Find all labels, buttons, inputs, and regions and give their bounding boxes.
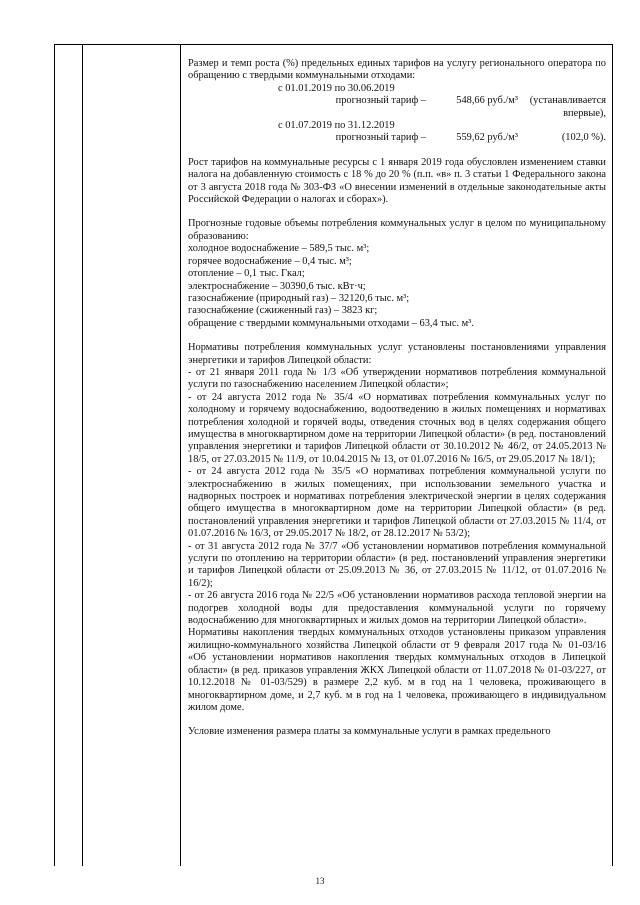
tariff-intro: Размер и темп роста (%) предельных единых тарифов на услугу регионального оператора по обращению с твердыми коммунальными отходами: xyxy=(188,58,606,82)
tariff-note: (102,0 %). xyxy=(561,132,606,144)
table-border-right xyxy=(612,44,613,866)
tariff-value: 559,62 руб./м³ xyxy=(456,132,518,144)
volume-item: газоснабжение (сжиженный газ) – 3823 кг; xyxy=(188,305,378,317)
norms-intro: Нормативы потребления коммунальных услуг установлены постановлениями управления энергетики и тарифов Липецкой области: xyxy=(188,342,606,366)
norms-item: - от 21 января 2011 года № 1/3 «Об утверждении нормативов потребления коммунальной услуги по газоснабжению населением Липецкой области»; xyxy=(188,366,606,391)
volume-item: обращение с твердыми коммунальными отходами – 63,4 тыс. м³. xyxy=(188,317,474,329)
document-body xyxy=(188,58,606,739)
tariff-label: прогнозный тариф – xyxy=(335,132,426,144)
tariff-note: (устанавливается впервые), xyxy=(529,95,606,119)
tariff-row-1 xyxy=(188,95,606,120)
table-column-divider-1 xyxy=(82,44,83,866)
tariff-period-2: с 01.07.2019 по 31.12.2019 xyxy=(278,120,395,132)
norms-item: - от 26 августа 2016 года № 22/5 «Об установлении нормативов расхода тепловой энергии на подогрев холодной воды для предоставления коммунальной услуги по горячему водоснабжению для многоквартирных и жилых домов на территории Липецкой области». xyxy=(188,590,606,627)
norms-item: - от 24 августа 2012 года № 35/5 «О нормативах потребления коммунальной услуги по электроснабжению в жилых помещениях, при использовании земельного участка и надворных построек и нормативах потребления электрической энергии в целях содержания общего имущества в многоквартирном доме на территории Липецкой области» (в ред. постановлений управления энергетики и тарифов Липецкой области от 27.03.2015 № 11/4, от 01.07.2016 № 16/3, от 29.05.2017 № 18/2, от 28.12.2017 № 53/2); xyxy=(188,466,606,540)
volume-item: горячее водоснабжение – 0,4 тыс. м³; xyxy=(188,255,352,267)
page-number: 13 xyxy=(315,876,325,886)
volume-item: электроснабжение – 30390,6 тыс. кВт·ч; xyxy=(188,280,366,292)
tariff-label: прогнозный тариф – xyxy=(335,95,426,107)
volume-item: газоснабжение (природный газ) – 32120,6 тыс. м³; xyxy=(188,292,410,304)
waste-paragraph: Нормативы накопления твердых коммунальных отходов установлены приказом управления жилищно-коммунального хозяйства Липецкой области от 9 февраля 2017 года № 01-03/16 «Об установлении нормативов накопления твердых коммунальных отходов в Липецкой области» (в ред. приказов управления ЖКХ Липецкой области от 11.07.2018 № 01-03/227, от 10.12.2018 № 01-03/529) в размере 2,2 куб. м в год на 1 человека, проживающего в многоквартирном доме, и 2,7 куб. м в год на 1 человека, проживающего в индивидуальном жилом доме. xyxy=(188,627,606,713)
volumes-title: Прогнозные годовые объемы потребления коммунальных услуг в целом по муниципальному образованию: xyxy=(188,218,606,242)
norms-item: - от 24 августа 2012 года № 35/4 «О нормативах потребления коммунальных услуг по холодному и горячему водоснабжению, водоотведению в жилых помещениях и нормативах потребления холодной и горячей воды, отведения сточных вод в целях содержания общего имущества в многоквартирном доме на территории Липецкой области» (в ред. постановлений управления энергетики и тарифов Липецкой области от 30.10.2012 № 46/2, от 24.05.2013 № 18/5, от 27.03.2015 № 11/9, от 10.04.2015 № 13, от 01.07.2016 № 16/5, от 29.05.2017 № 18/1); xyxy=(188,391,606,465)
table-border-left xyxy=(54,44,55,866)
norms-item: - от 31 августа 2012 года № 37/7 «Об установлении нормативов потребления коммунальной услуги по отоплению на территории области» (в ред. постановлений управления энергетики и тарифов Липецкой области от 25.09.2013 № 36, от 27.03.2015 № 11/12, от 01.07.2016 № 16/2); xyxy=(188,540,606,589)
closing-line: Условие изменения размера платы за коммунальные услуги в рамках предельного xyxy=(188,726,551,738)
tariff-value: 548,66 руб./м³ xyxy=(456,95,518,107)
volume-item: холодное водоснабжение – 589,5 тыс. м³; xyxy=(188,243,370,255)
tariff-row-2 xyxy=(188,132,606,144)
table-column-divider-2 xyxy=(180,44,181,866)
tariff-period-1: с 01.01.2019 по 30.06.2019 xyxy=(278,82,395,94)
growth-paragraph: Рост тарифов на коммунальные ресурсы с 1 января 2019 года обусловлен изменением ставки налога на добавленную стоимость с 18 % до 20 % (п.п. «в» п. 3 статьи 1 Федерального закона от 3 августа 2018 года № 303-ФЗ «О внесении изменений в отдельные законодательные акты Российской Федерации о налогах и сборах»). xyxy=(188,156,606,206)
volume-item: отопление – 0,1 тыс. Гкал; xyxy=(188,268,305,280)
table-border-top xyxy=(54,44,613,45)
